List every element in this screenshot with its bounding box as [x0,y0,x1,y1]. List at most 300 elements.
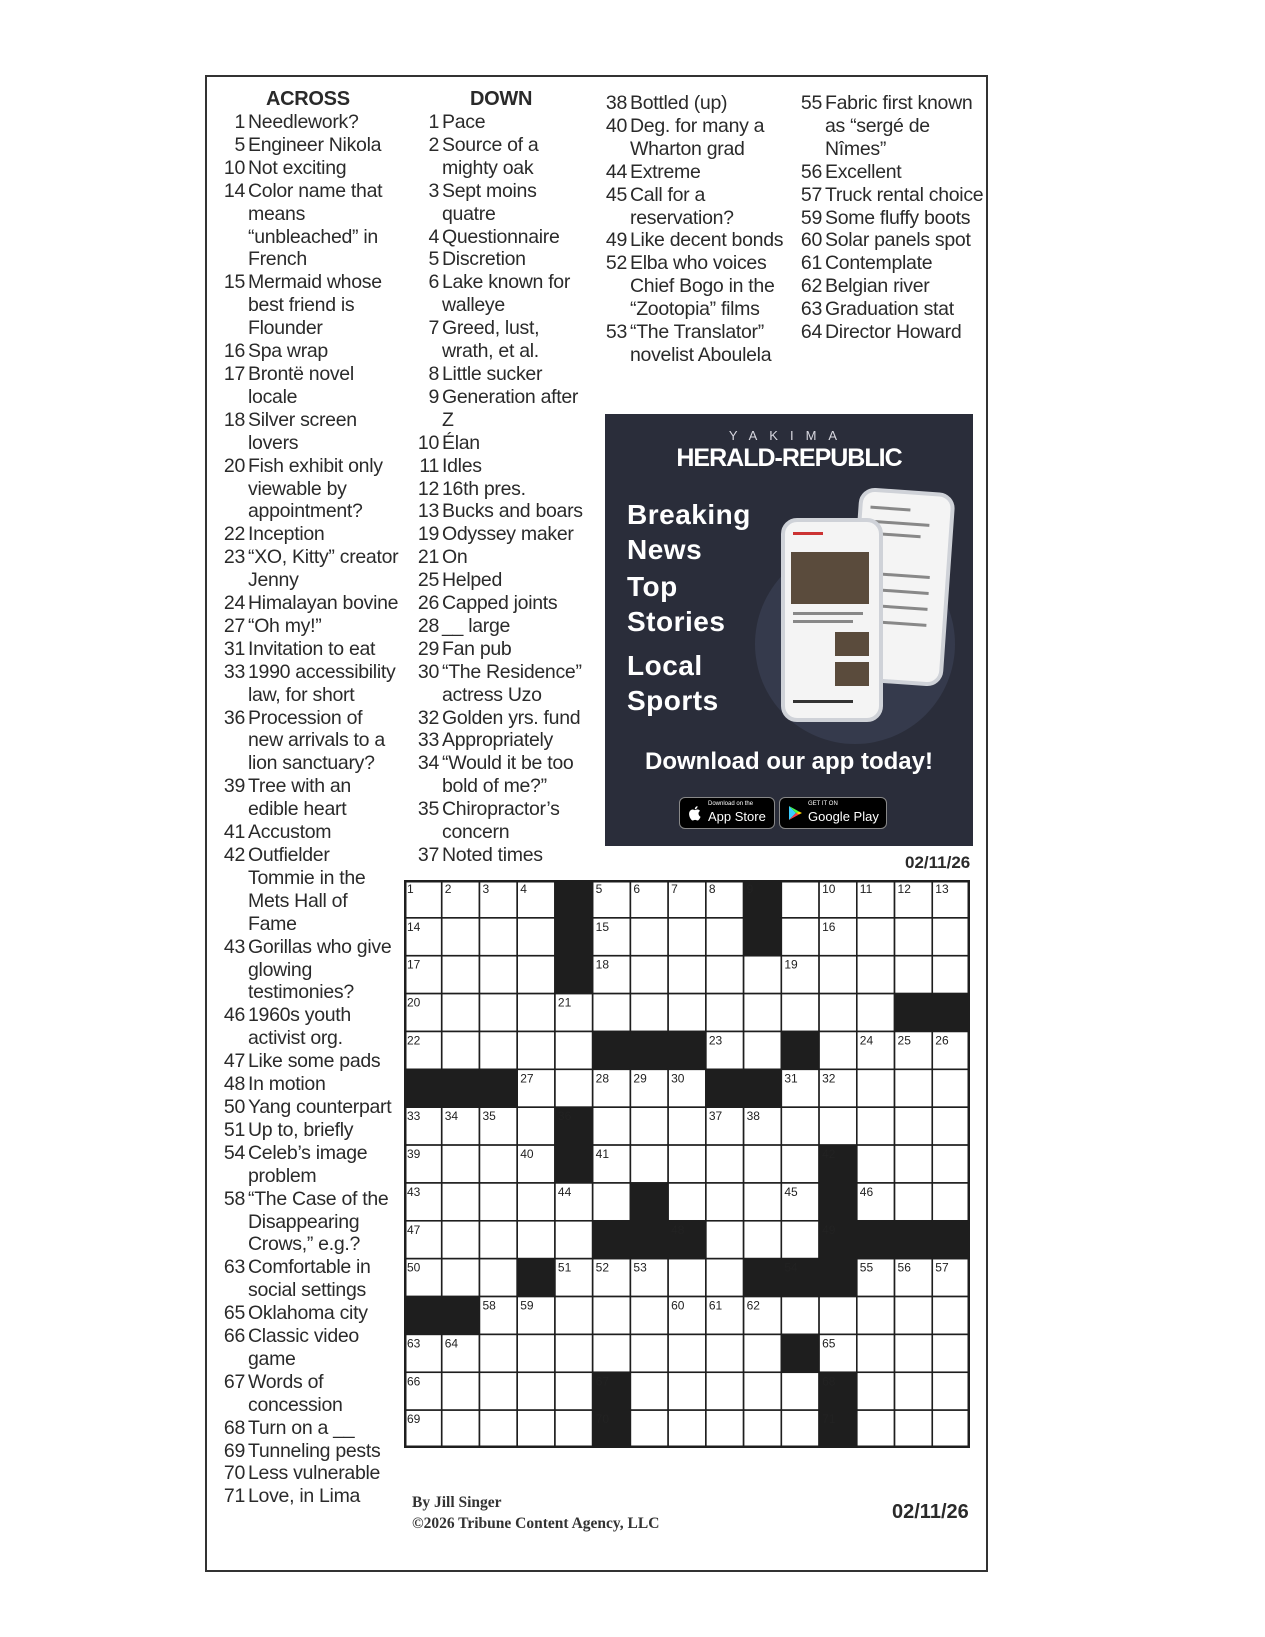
grid-cell[interactable] [442,994,480,1032]
grid-cell[interactable] [781,1221,819,1259]
grid-cell[interactable] [932,956,970,994]
grid-cell[interactable] [630,994,668,1032]
grid-cell[interactable] [479,1259,517,1297]
grid-cell[interactable] [668,956,706,994]
grid-cell[interactable] [895,1069,933,1107]
grid-cell[interactable] [442,956,480,994]
grid-cell[interactable] [706,1372,744,1410]
ad-headline-breaking-news [627,497,757,567]
grid-block [404,1297,442,1335]
clue-item [412,729,592,752]
grid-cell[interactable] [593,1297,631,1335]
clue-text: Excellent [825,160,902,183]
grid-cell[interactable] [442,1259,480,1297]
grid-number: 31 [784,1071,798,1086]
grid-cell[interactable] [479,956,517,994]
clue-item [218,340,400,363]
grid-number: 69 [407,1412,421,1427]
grid-cell[interactable] [517,1183,555,1221]
clue-item [218,1325,400,1371]
grid-number: 41 [595,1147,610,1162]
grid-block [630,1221,668,1259]
apple-icon [686,804,704,822]
grid-cell[interactable] [744,994,782,1032]
clue-item [218,707,400,776]
grid-cell[interactable] [895,1107,933,1145]
clue-text: Accustom [248,821,332,844]
clue-text: Bucks and boars [442,500,583,523]
grid-cell[interactable] [668,1183,706,1221]
grid-cell[interactable] [857,1069,895,1107]
clue-text: Belgian river [825,275,930,298]
grid-cell[interactable] [781,1410,819,1448]
clue-item [218,1142,400,1188]
author-credit: By Jill Singer [412,1494,502,1511]
clue-text: Inception [248,523,325,546]
grid-cell[interactable] [895,1183,933,1221]
grid-cell[interactable] [630,1297,668,1335]
clue-item [218,1485,400,1508]
clue-text: Pace [442,111,486,133]
clue-number: 63 [800,298,822,321]
grid-cell[interactable] [706,1410,744,1448]
clue-item [218,523,400,546]
grid-number: 67 [595,1374,610,1389]
google-play-label: Google Play [808,809,879,824]
clue-number: 43 [223,935,245,958]
grid-cell[interactable] [932,918,970,956]
grid-cell[interactable] [781,918,819,956]
grid-cell[interactable] [819,994,857,1032]
grid-block [932,1221,970,1259]
clue-item [600,229,796,252]
google-play-button[interactable] [779,797,887,829]
grid-cell[interactable] [442,1145,480,1183]
clue-item [412,180,592,226]
grid-cell[interactable] [668,994,706,1032]
grid-cell[interactable] [517,1372,555,1410]
grid-cell[interactable] [706,1145,744,1183]
grid-cell[interactable] [857,1297,895,1335]
clue-text: Brontë novel locale [248,362,354,408]
clue-item [218,1462,400,1485]
clue-text: Sept moins quatre [442,179,537,225]
grid-cell[interactable] [706,918,744,956]
grid-cell[interactable] [706,1221,744,1259]
grid-cell[interactable] [932,1107,970,1145]
clue-item [218,1302,400,1325]
grid-cell[interactable] [517,1107,555,1145]
grid-number: 61 [708,1298,723,1313]
grid-cell[interactable] [442,1221,480,1259]
grid-cell[interactable] [895,1297,933,1335]
grid-cell[interactable] [442,1183,480,1221]
grid-cell[interactable] [517,1031,555,1069]
grid-cell[interactable] [932,1297,970,1335]
grid-cell[interactable] [555,1297,593,1335]
grid-cell[interactable] [479,1183,517,1221]
grid-number: 18 [595,957,610,972]
clue-number: 67 [223,1370,245,1393]
grid-cell[interactable] [781,1372,819,1410]
grid-number: 53 [633,1260,647,1275]
grid-block [744,1069,782,1107]
grid-block [442,1297,480,1335]
clue-item [412,478,592,501]
grid-cell[interactable] [744,956,782,994]
grid-cell[interactable] [819,1031,857,1069]
grid-cell[interactable] [517,994,555,1032]
clue-text: Appropriately [442,729,553,752]
grid-cell[interactable] [932,1410,970,1448]
clue-number: 71 [223,1485,245,1508]
grid-cell[interactable] [517,918,555,956]
grid-cell[interactable] [668,1410,706,1448]
grid-cell[interactable] [895,1334,933,1372]
clue-number: 50 [223,1095,245,1118]
grid-cell[interactable] [668,1259,706,1297]
grid-cell[interactable] [932,1334,970,1372]
clue-number: 33 [223,660,245,683]
grid-number: 44 [557,1184,572,1199]
phone-screen-photo [791,552,869,604]
clue-text: Source of a mighty oak [442,133,539,179]
clue-number: 10 [223,156,245,179]
grid-cell[interactable] [555,1069,593,1107]
grid-cell[interactable] [479,1334,517,1372]
grid-number: 10 [822,882,836,896]
grid-cell[interactable] [668,918,706,956]
ad-headline-text: Breaking News [627,499,751,565]
grid-number: 8 [708,882,716,896]
clue-item [412,569,592,592]
ad-kicker: YAKIMA [728,428,850,443]
clue-text: Helped [442,569,502,592]
grid-number: 64 [444,1336,459,1351]
clue-text: Generation after Z [442,385,579,431]
clue-item [218,844,400,936]
grid-cell[interactable] [630,1410,668,1448]
grid-number: 29 [633,1071,647,1086]
grid-cell[interactable] [442,1410,480,1448]
grid-cell[interactable] [555,1410,593,1448]
grid-block [479,1069,517,1107]
grid-cell[interactable] [857,1107,895,1145]
clue-item [412,455,592,478]
clue-item [412,798,592,844]
down-clues-column-2 [600,92,796,367]
grid-cell[interactable] [517,1410,555,1448]
grid-cell[interactable] [819,956,857,994]
clue-text: “The Case of the Disappearing Crows,” e.g.? [248,1187,389,1256]
grid-block [555,1145,593,1183]
grid-block [555,880,593,918]
clue-number: 35 [417,798,439,821]
google-play-small-text: GET IT ON [808,801,838,807]
clue-item [600,92,796,115]
grid-cell[interactable] [781,1107,819,1145]
app-store-button[interactable] [679,797,775,829]
grid-number: 42 [822,1147,836,1162]
clue-number: 2 [428,133,439,156]
grid-block [932,994,970,1032]
grid-cell[interactable] [593,1107,631,1145]
clue-number: 36 [223,706,245,729]
grid-cell[interactable] [517,1221,555,1259]
clue-item [218,1256,400,1302]
grid-cell[interactable] [895,1410,933,1448]
grid-number: 7 [671,882,678,896]
clue-number: 61 [800,252,822,275]
grid-cell[interactable] [668,1145,706,1183]
grid-cell[interactable] [706,1334,744,1372]
grid-cell[interactable] [442,918,480,956]
grid-cell[interactable] [668,1334,706,1372]
grid-cell[interactable] [744,1183,782,1221]
grid-cell[interactable] [895,918,933,956]
grid-block [819,1183,857,1221]
grid-cell[interactable] [744,1031,782,1069]
grid-cell[interactable] [932,1183,970,1221]
grid-number: 2 [444,882,452,896]
grid-cell[interactable] [517,1334,555,1372]
grid-number: 28 [595,1071,610,1086]
grid-cell[interactable] [517,956,555,994]
grid-cell[interactable] [593,994,631,1032]
grid-cell[interactable] [479,1221,517,1259]
grid-cell[interactable] [479,1031,517,1069]
grid-cell[interactable] [857,918,895,956]
grid-cell[interactable] [781,1145,819,1183]
app-store-small-text: Download on the [708,801,754,807]
crossword-grid[interactable] [404,880,970,1448]
grid-cell[interactable] [744,1372,782,1410]
grid-block [517,1259,555,1297]
grid-number: 21 [557,995,572,1010]
ad-headline-text: Top Stories [627,571,726,637]
grid-cell[interactable] [781,1297,819,1335]
grid-cell[interactable] [668,1107,706,1145]
app-advertisement[interactable] [605,414,973,846]
grid-number: 43 [407,1184,421,1199]
clue-item [795,184,990,207]
grid-block [668,1031,706,1069]
grid-number: 11 [859,882,873,896]
phone-image-front [781,518,883,722]
clue-item [600,161,796,184]
grid-cell[interactable] [555,1372,593,1410]
grid-cell[interactable] [895,956,933,994]
grid-cell[interactable] [479,1410,517,1448]
clue-item [412,248,592,271]
clue-item [218,111,400,134]
grid-number: 71 [822,1412,836,1427]
grid-cell[interactable] [555,1031,593,1069]
clue-text: Odyssey maker [442,523,574,546]
grid-number: 65 [822,1336,836,1351]
grid-cell[interactable] [706,1259,744,1297]
grid-cell[interactable] [630,1334,668,1372]
grid-cell[interactable] [630,918,668,956]
grid-number: 25 [897,1033,911,1048]
grid-number: 66 [407,1374,421,1389]
grid-cell[interactable] [895,1372,933,1410]
grid-cell[interactable] [781,994,819,1032]
clue-text: Noted times [442,844,543,866]
clue-number: 54 [223,1141,245,1164]
clue-item [412,386,592,432]
grid-block [706,1069,744,1107]
grid-number: 70 [595,1412,610,1427]
grid-number: 32 [822,1071,836,1086]
grid-cell[interactable] [819,1107,857,1145]
clue-text: Oklahoma city [248,1302,368,1325]
phone-screen-photo [835,662,869,686]
grid-cell[interactable] [706,1183,744,1221]
clue-item [795,207,990,230]
clue-item [218,1417,400,1440]
grid-cell[interactable] [706,994,744,1032]
grid-cell[interactable] [630,1145,668,1183]
grid-number: 51 [557,1260,572,1275]
clue-number: 64 [800,321,822,344]
grid-cell[interactable] [555,1334,593,1372]
clue-text: Like some pads [248,1050,381,1073]
grid-number: 27 [520,1071,534,1086]
clue-text: Tree with an edible heart [248,775,351,821]
grid-number: 47 [407,1222,421,1237]
phone-screen-line [870,506,910,512]
clue-number: 69 [223,1439,245,1462]
clue-text: Fish exhibit only viewable by appointment? [248,454,383,523]
clue-number: 5 [428,248,439,271]
clue-item [795,161,990,184]
phone-screen-photo [835,632,869,656]
clue-item [795,321,990,344]
grid-cell[interactable] [895,1145,933,1183]
grid-cell[interactable] [781,880,819,918]
down-heading: DOWN [470,88,533,110]
clue-text: Extreme [630,160,701,183]
grid-number: 68 [822,1374,836,1389]
grid-number: 9 [746,882,754,896]
clue-item [218,271,400,340]
clue-number: 34 [417,752,439,775]
grid-cell[interactable] [744,1145,782,1183]
ad-headline-top-stories [627,569,757,639]
clue-item [412,432,592,455]
clue-number: 59 [800,206,822,229]
clue-text: Greed, lust, wrath, et al. [442,317,540,363]
grid-number: 48 [671,1222,685,1237]
clue-number: 38 [605,92,627,114]
grid-block [404,1069,442,1107]
grid-cell[interactable] [479,994,517,1032]
grid-cell[interactable] [668,1372,706,1410]
grid-number: 55 [859,1260,874,1275]
clue-text: Questionnaire [442,225,560,248]
clue-text: 1990 accessibility law, for short [248,660,396,706]
grid-cell[interactable] [479,1372,517,1410]
clue-text: Himalayan bovine [248,592,399,615]
clue-item [412,615,592,638]
clue-number: 7 [428,317,439,340]
grid-cell[interactable] [932,1145,970,1183]
grid-cell[interactable] [593,1183,631,1221]
grid-number: 19 [784,957,798,972]
grid-cell[interactable] [744,1221,782,1259]
clue-text: Chiropractor’s concern [442,798,560,844]
grid-cell[interactable] [819,1297,857,1335]
clue-number: 48 [223,1073,245,1096]
clue-text: “Would it be too bold of me?” [442,752,574,798]
clue-number: 49 [605,229,627,252]
grid-number: 38 [746,1109,760,1124]
clue-number: 6 [428,271,439,294]
grid-cell[interactable] [479,918,517,956]
grid-block [593,1031,631,1069]
clue-text: Celeb’s image problem [248,1141,368,1187]
clue-number: 68 [223,1416,245,1439]
clue-text: Fabric first known as “sergé de Nîmes” [825,92,973,160]
grid-number: 13 [935,882,949,896]
clue-number: 31 [223,637,245,660]
grid-cell[interactable] [744,1410,782,1448]
clue-number: 9 [428,385,439,408]
grid-cell[interactable] [630,1372,668,1410]
clue-item [218,1440,400,1463]
clue-text: Capped joints [442,592,558,615]
grid-number: 12 [897,882,911,896]
clue-text: Comfortable in social settings [248,1256,371,1302]
grid-cell[interactable] [706,956,744,994]
grid-number: 37 [708,1109,723,1124]
grid-cell[interactable] [593,1334,631,1372]
grid-cell[interactable] [744,1334,782,1372]
grid-number: 46 [859,1184,874,1199]
clue-number: 58 [223,1187,245,1210]
clue-number: 70 [223,1462,245,1485]
grid-cell[interactable] [857,1334,895,1372]
grid-cell[interactable] [857,1410,895,1448]
phone-screen-line [793,532,823,535]
clue-text: Love, in Lima [248,1485,361,1508]
grid-cell[interactable] [630,956,668,994]
grid-cell[interactable] [857,956,895,994]
phone-screen-line [793,700,853,703]
grid-cell[interactable] [857,1145,895,1183]
grid-number: 57 [935,1260,949,1275]
grid-cell[interactable] [932,1372,970,1410]
grid-cell[interactable] [479,1145,517,1183]
clue-text: Words of concession [248,1370,343,1416]
grid-cell[interactable] [857,994,895,1032]
grid-cell[interactable] [630,1107,668,1145]
grid-cell[interactable] [555,1221,593,1259]
puzzle-date-bottom: 02/11/26 [892,1501,969,1523]
clue-item [218,936,400,1005]
clue-item [412,363,592,386]
grid-cell[interactable] [857,1372,895,1410]
grid-cell[interactable] [442,1372,480,1410]
grid-number: 26 [935,1033,949,1048]
grid-cell[interactable] [442,1031,480,1069]
clue-number: 16 [223,340,245,363]
clue-item [412,661,592,707]
clue-number: 10 [417,431,439,454]
clue-item [218,1073,400,1096]
grid-cell[interactable] [932,1069,970,1107]
